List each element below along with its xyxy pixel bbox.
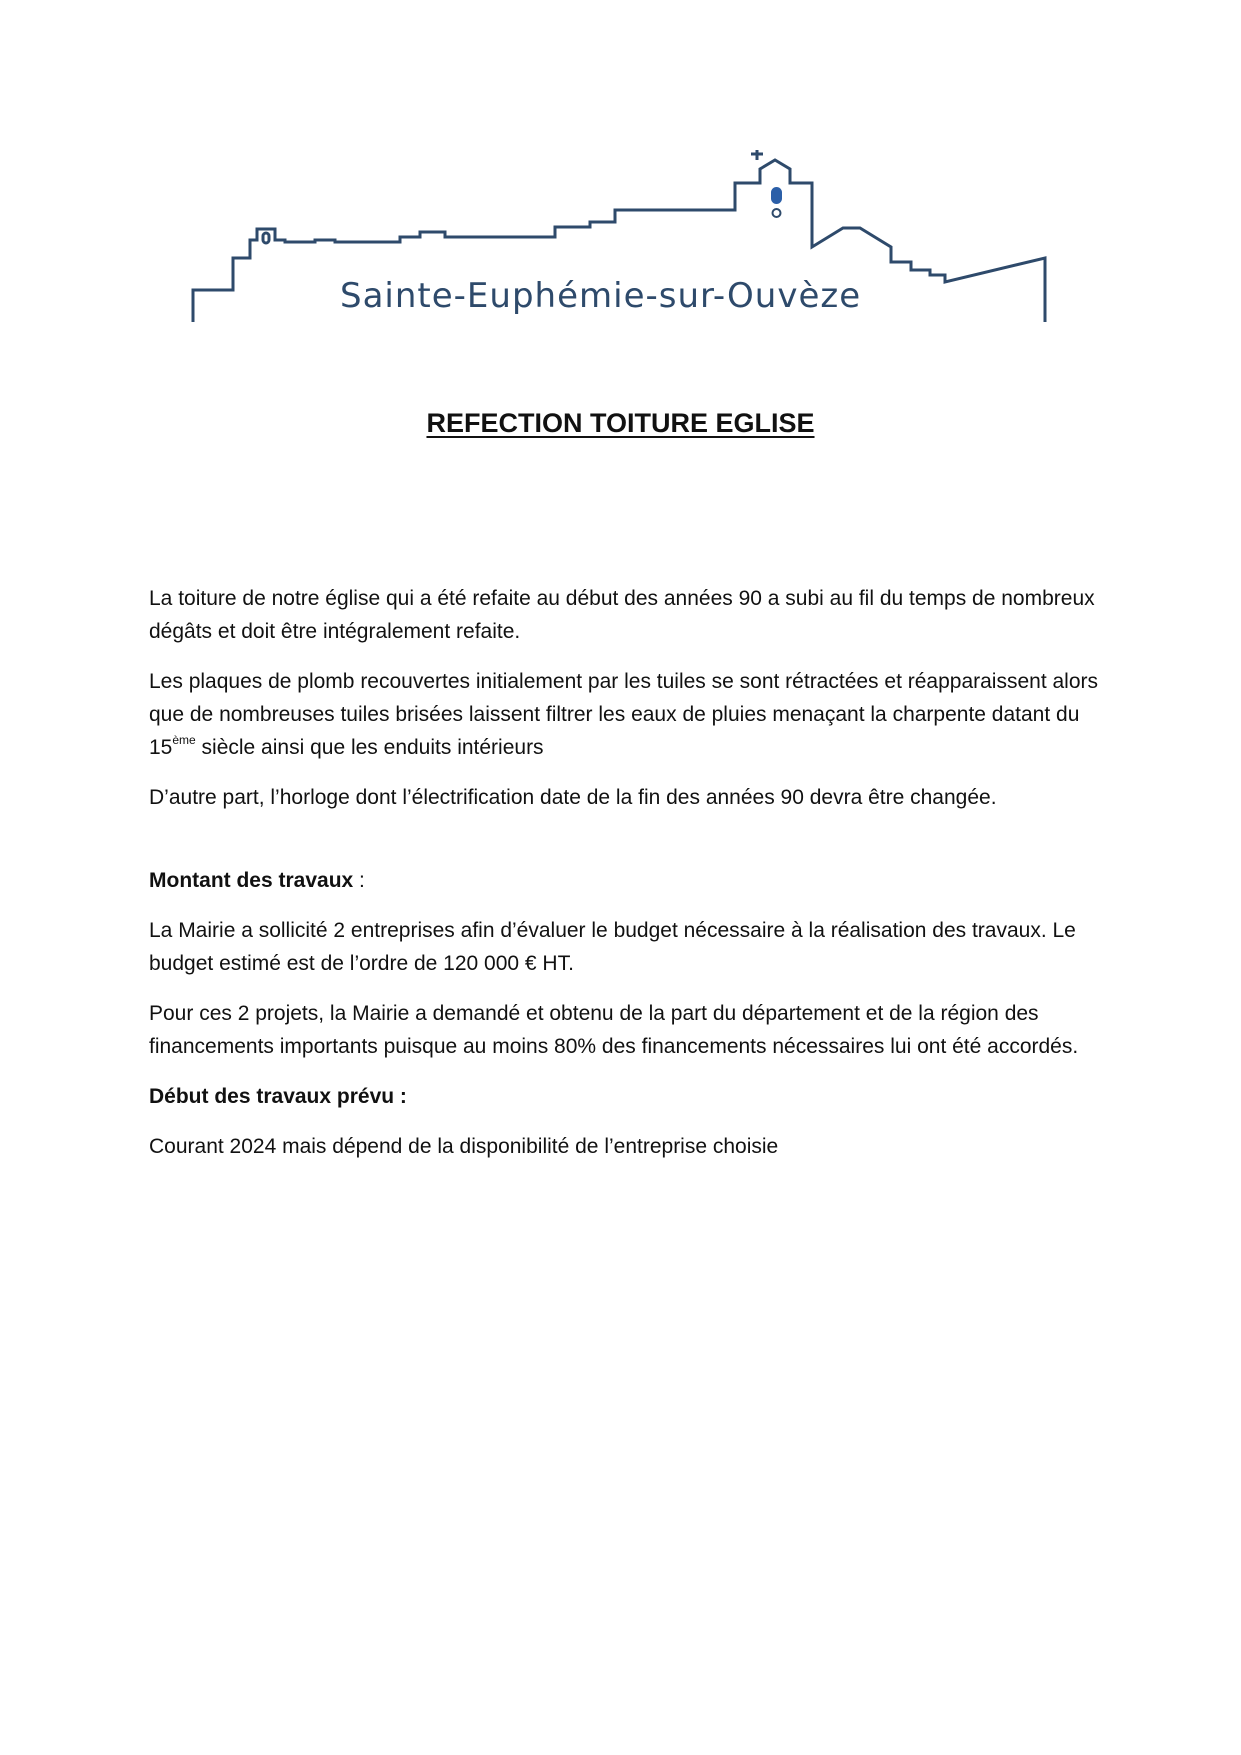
lead-plates-text: Les plaques de plomb recouvertes initialement par les tuiles se sont rétractées et réapparaissent alors que de nombreuses tuiles brisées laissent filtrer les eaux de pluies menaçant la charpente datant du 15 (149, 670, 1099, 759)
document-body (149, 582, 1109, 1180)
paragraph-lead-plates (149, 665, 1109, 764)
document-title-text: REFECTION TOITURE EGLISE (426, 408, 815, 438)
lead-plates-text-end: siècle ainsi que les enduits intérieurs (195, 736, 544, 759)
paragraph-roof-condition: La toiture de notre église qui a été refaite au début des années 90 a subi au fil du temps de nombreux dégâts et doit être intégralement refaite. (149, 587, 1095, 643)
century-superscript: ème (172, 733, 196, 747)
paragraph-budget: La Mairie a sollicité 2 entreprises afin d’évaluer le budget nécessaire à la réalisation des travaux. Le budget estimé est de l’ordre de 120 000 € HT. (149, 919, 1076, 975)
paragraph-financing: Pour ces 2 projets, la Mairie a demandé et obtenu de la part du département et de la région des financements importants puisque au moins 80% des financements nécessaires lui ont été accordés. (149, 1002, 1079, 1058)
montant-heading-text: Montant des travaux (149, 869, 354, 892)
document-title (0, 408, 1241, 439)
section-heading-debut: Début des travaux prévu : (149, 1085, 407, 1108)
paragraph-start-date: Courant 2024 mais dépend de la disponibilité de l’entreprise choisie (149, 1135, 779, 1158)
town-name: Sainte-Euphémie-sur-Ouvèze (340, 276, 862, 316)
section-spacer (149, 831, 1109, 864)
town-logo (185, 150, 1085, 330)
montant-heading-colon: : (353, 869, 365, 892)
paragraph-clock: D’autre part, l’horloge dont l’électrification date de la fin des années 90 devra être changée. (149, 786, 997, 809)
section-heading-montant (149, 864, 1109, 897)
